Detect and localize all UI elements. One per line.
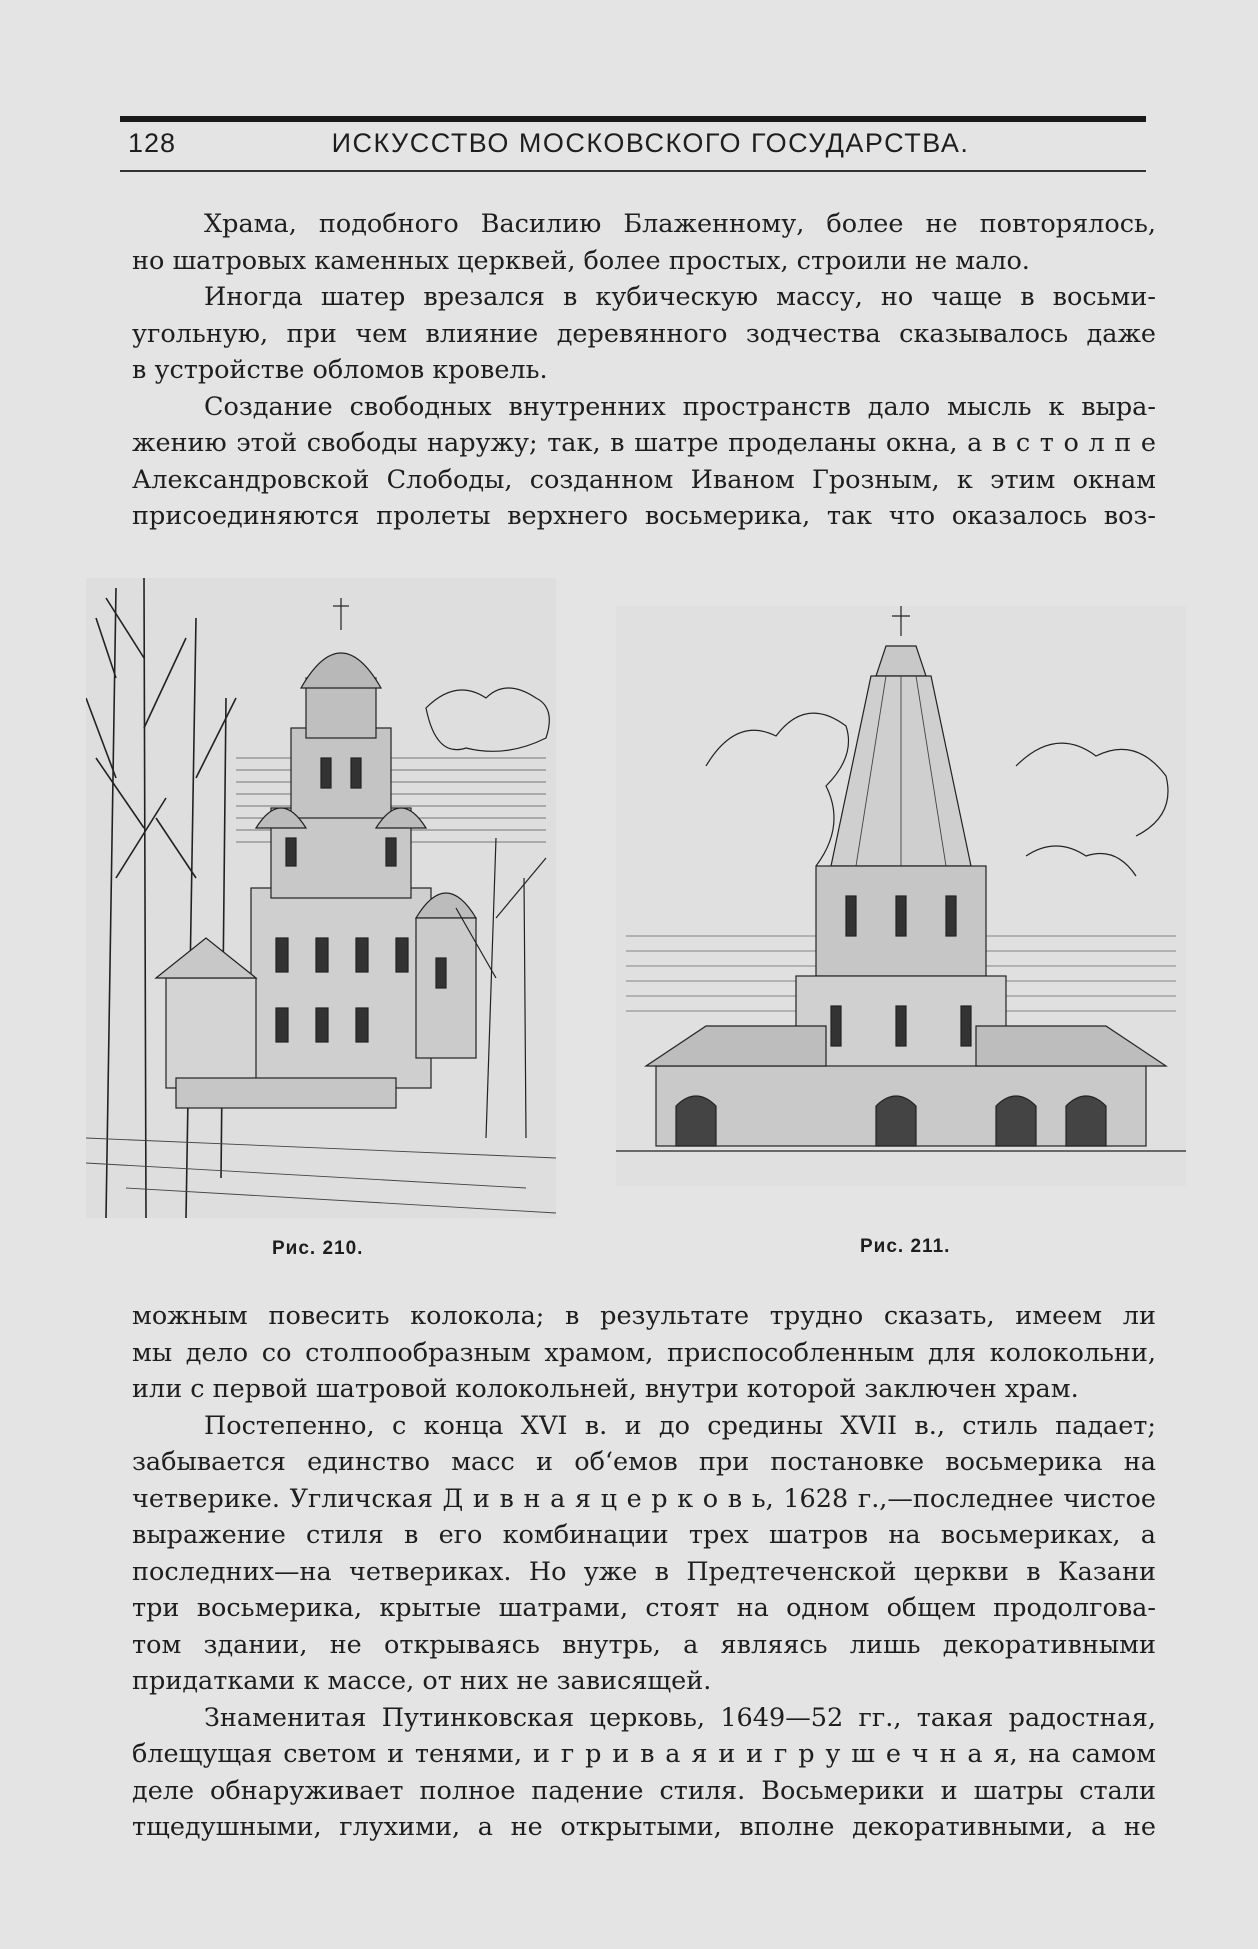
text-line: Создание свободных внутренних пространств дало мысль к выра- xyxy=(204,391,1156,422)
text-line: Храма, подобного Василию Блаженному, более не повторялось, xyxy=(204,209,1156,239)
text-line: том здании, не открываясь внутрь, а являясь лишь декоративными xyxy=(132,1629,1156,1660)
text-line: выражение стиля в его комбинации трех шатров на восьмериках, а xyxy=(132,1520,1156,1550)
text-line: в устройстве обломов кровель. xyxy=(132,355,548,385)
running-title: ИСКУССТВО МОСКОВСКОГО ГОСУДАРСТВА. xyxy=(331,128,970,158)
figure-211-illustration xyxy=(616,606,1186,1186)
bottom-text-block xyxy=(132,1298,1156,1846)
text-line: мы дело со столпообразным храмом, приспособленным для колокольни, xyxy=(132,1337,1156,1368)
header-rule-thin xyxy=(120,170,1146,172)
text-line: Постепенно, с конца XVI в. и до средины XVII в., стиль падает; xyxy=(204,1410,1156,1441)
text-line: но шатровых каменных церквей, более простых, строили не мало. xyxy=(132,245,1030,276)
text-line: забывается единство масс и об‘емов при постановке восьмерика на xyxy=(132,1447,1156,1477)
top-text-block xyxy=(132,206,1156,535)
figure-210-illustration xyxy=(86,578,556,1218)
figure-210-caption: Рис. 210. xyxy=(272,1238,364,1259)
text-line: три восьмерика, крытые шатрами, стоят на одном общем продолгова- xyxy=(132,1593,1156,1623)
text-line: последних—на четвериках. Но уже в Предтеченской церкви в Казани xyxy=(132,1556,1156,1587)
text-line: Знаменитая Путинковская церковь, 1649—52 гг., такая радостная, xyxy=(204,1702,1156,1733)
text-line: придатками к массе, от них не зависящей. xyxy=(132,1666,712,1696)
text-line: Александровской Слободы, созданном Иваном Грозным, к этим окнам xyxy=(132,464,1156,495)
text-line: блещущая светом и тенями, и г р и в а я и и г р у ш е ч н а я, на самом xyxy=(132,1739,1156,1769)
text-line: жению этой свободы наружу; так, в шатре проделаны окна, а в с т о л п е xyxy=(132,428,1156,458)
text-line: присоединяются пролеты верхнего восьмерика, так что оказалось воз- xyxy=(132,501,1156,531)
text-line: Иногда шатер врезался в кубическую массу, но чаще в восьми- xyxy=(204,282,1156,312)
header-rule-thick xyxy=(120,116,1146,122)
text-line: можным повесить колокола; в результате трудно сказать, имеем ли xyxy=(132,1301,1156,1331)
page-header xyxy=(120,128,1146,164)
text-line: деле обнаруживает полное падение стиля. Восьмерики и шатры стали xyxy=(132,1775,1156,1806)
text-line: тщедушными, глухими, а не открытыми, вполне декоративными, а не xyxy=(132,1812,1156,1842)
text-line: четверике. Угличская Д и в н а я ц е р к о в ь, 1628 г.,—последнее чистое xyxy=(132,1483,1156,1514)
text-line: угольную, при чем влияние деревянного зодчества сказывалось даже xyxy=(132,318,1156,349)
text-line: или с первой шатровой колокольней, внутри которой заключен храм. xyxy=(132,1374,1079,1404)
page-number: 128 xyxy=(128,128,177,158)
figure-211-caption: Рис. 211. xyxy=(860,1236,951,1257)
